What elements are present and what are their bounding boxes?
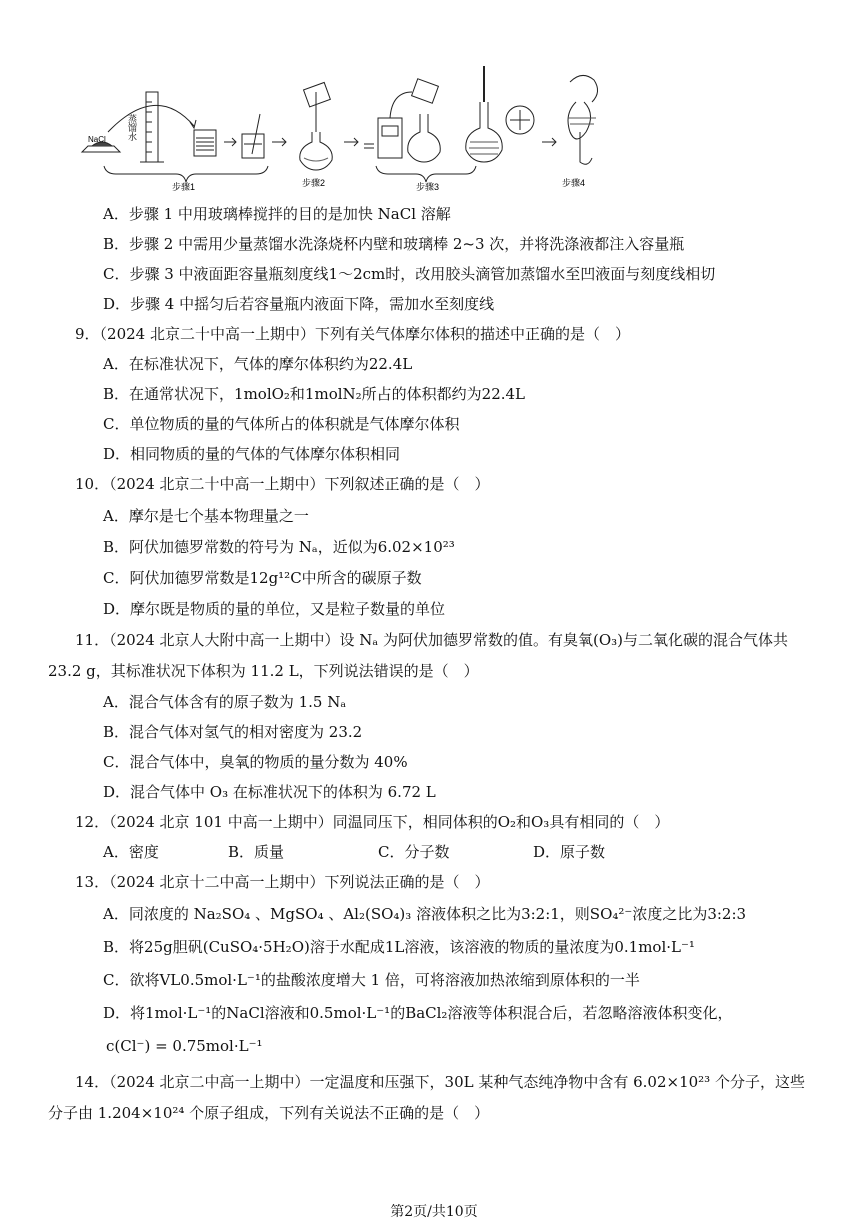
q11-option-d: D．混合气体中 O₃ 在标准状况下的体积为 6.72 L (103, 783, 436, 801)
q12-stem: 12．（2024 北京 101 中高一上期中）同温同压下，相同体积的O₂和O₃具有相同的（ ） (75, 813, 670, 831)
step4-label: 步骤4 (562, 178, 586, 188)
q14-stem-line1: 14．（2024 北京二中高一上期中）一定温度和压强下，30L 某种气态纯净物中含有 6.02×10²³ 个分子，这些 (75, 1073, 805, 1091)
step1-brace (104, 166, 268, 182)
q11-stem-line1: 11．（2024 北京人大附中高一上期中）设 Nₐ 为阿伏加德罗常数的值。有臭氧(O₃)与二氧化碳的混合气体共 (75, 631, 788, 649)
q10-option-d: D．摩尔既是物质的量的单位，又是粒子数量的单位 (103, 600, 446, 618)
arrow-icon (224, 138, 236, 146)
page-number: 第2页/共10页 (390, 1204, 478, 1220)
pouring-beaker-icon (412, 79, 439, 103)
volumetric-flask-icon-3 (466, 102, 502, 162)
volumetric-flask-icon-2 (408, 114, 441, 162)
q10-option-a: A．摩尔是七个基本物理量之一 (103, 507, 309, 525)
q14-stem-line2: 分子由 1.204×10²⁴ 个原子组成，下列有关说法不正确的是（ ） (48, 1104, 490, 1122)
step1-label: 步骤1 (172, 182, 196, 192)
q13-option-d-line2: c(Cl⁻) = 0.75mol·L⁻¹ (106, 1037, 263, 1055)
q12-option-b: B．质量 (228, 843, 285, 861)
transfer-arrow-icon (108, 105, 194, 132)
q10-stem: 10．（2024 北京二十中高一上期中）下列叙述正确的是（ ） (75, 475, 490, 493)
q8-option-a: A．步骤 1 中用玻璃棒搅拌的目的是加快 NaCl 溶解 (103, 205, 451, 223)
q13-option-b: B．将25g胆矾(CuSO₄·5H₂O)溶于水配成1L溶液，该溶液的物质的量浓度为0.1mol·L⁻¹ (103, 938, 695, 956)
water-label: 蒸馏水 (127, 114, 137, 141)
step3-brace (376, 166, 476, 182)
shaking-flask-icon (568, 102, 591, 139)
beaker-icon (194, 130, 216, 156)
q12-option-d: D．原子数 (533, 843, 606, 861)
q10-option-c: C．阿伏加德罗常数是12g¹²C中所含的碳原子数 (103, 569, 422, 587)
q9-stem: 9．（2024 北京二十中高一上期中）下列有关气体摩尔体积的描述中正确的是（ ） (75, 325, 630, 343)
q11-option-b: B．混合气体对氢气的相对密度为 23.2 (103, 723, 363, 741)
solution-preparation-figure (76, 62, 636, 196)
q12-options-row (103, 842, 723, 862)
q11-option-c: C．混合气体中，臭氧的物质的量分数为 40% (103, 753, 408, 771)
q12-option-c: C．分子数 (378, 843, 450, 861)
q9-option-b: B．在通常状况下，1molO₂和1molN₂所占的体积都约为22.4L (103, 385, 526, 403)
hand-icon (570, 75, 598, 102)
q9-option-c: C．单位物质的量的气体所占的体积就是气体摩尔体积 (103, 415, 460, 433)
weighing-paper-icon (82, 146, 120, 152)
q13-stem: 13．（2024 北京十二中高一上期中）下列说法正确的是（ ） (75, 873, 490, 891)
step3-label: 步骤3 (416, 182, 440, 192)
q8-option-c: C．步骤 3 中液面距容量瓶刻度线1～2cm时，改用胶头滴管加蒸馏水至凹液面与刻度线相切 (103, 265, 716, 283)
q13-option-c: C．欲将VL0.5mol·L⁻¹的盐酸浓度增大 1 倍，可将溶液加热浓缩到原体积的一半 (103, 971, 640, 989)
q13-option-d-line1: D．将1mol·L⁻¹的NaCl溶液和0.5mol·L⁻¹的BaCl₂溶液等体积混合后，若忽略溶液体积变化， (103, 1004, 733, 1022)
nacl-label: NaCl (88, 135, 106, 144)
volumetric-flask-icon (300, 132, 333, 170)
step2-label: 步骤2 (302, 178, 326, 188)
figure-svg (76, 62, 636, 196)
q9-option-a: A．在标准状况下，气体的摩尔体积约为22.4L (103, 355, 413, 373)
q9-option-d: D．相同物质的量的气体的气体摩尔体积相同 (103, 445, 401, 463)
wash-bottle-icon (378, 118, 402, 158)
q10-option-b: B．阿伏加德罗常数的符号为 Nₐ，近似为6.02×10²³ (103, 538, 455, 556)
q8-option-d: D．步骤 4 中摇匀后若容量瓶内液面下降，需加水至刻度线 (103, 295, 495, 313)
beaker-stirring-icon (242, 134, 264, 158)
q11-option-a: A．混合气体含有的原子数为 1.5 Nₐ (103, 693, 347, 711)
q11-stem-line2: 23.2 g，其标准状况下体积为 11.2 L，下列说法错误的是（ ） (48, 662, 479, 680)
q8-option-b: B．步骤 2 中需用少量蒸馏水洗涤烧杯内壁和玻璃棒 2~3 次，并将洗涤液都注入容量瓶 (103, 235, 685, 253)
q12-option-a: A．密度 (103, 843, 159, 861)
q13-option-a: A．同浓度的 Na₂SO₄ 、MgSO₄ 、Al₂(SO₄)₃ 溶液体积之比为3:2:1，则SO₄²⁻浓度之比为3:2:3 (103, 905, 747, 923)
